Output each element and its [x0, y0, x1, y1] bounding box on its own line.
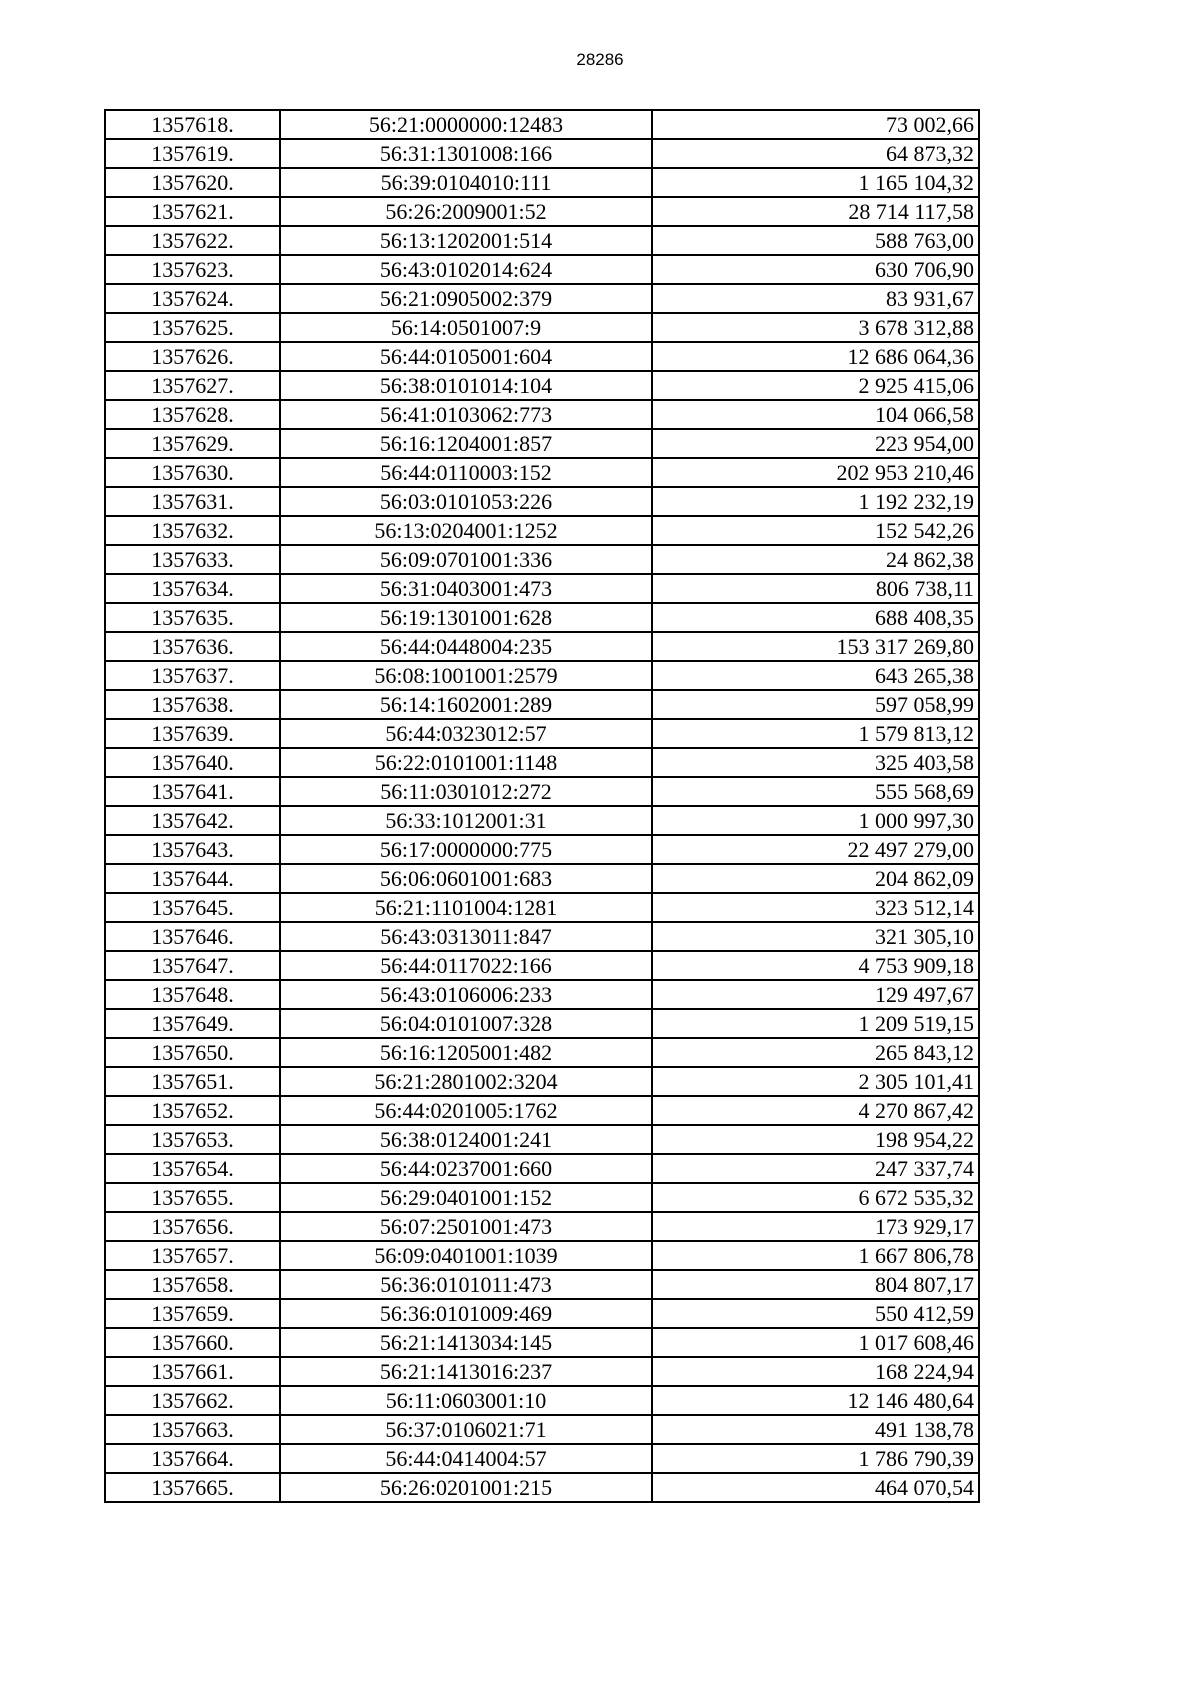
row-number-cell: 1357623.: [105, 255, 280, 284]
table-row: [105, 255, 979, 284]
cadastral-value-table: [104, 109, 980, 1503]
cadastral-value-cell: 1 579 813,12: [652, 719, 979, 748]
row-number-cell: 1357662.: [105, 1386, 280, 1415]
cadastral-number-cell: 56:43:0102014:624: [280, 255, 652, 284]
cadastral-number-cell: 56:17:0000000:775: [280, 835, 652, 864]
table-row: [105, 1212, 979, 1241]
table-body: [105, 110, 979, 1502]
page-number: 28286: [576, 50, 624, 69]
cadastral-value-cell: 173 929,17: [652, 1212, 979, 1241]
cadastral-value-cell: 104 066,58: [652, 400, 979, 429]
cadastral-number-cell: 56:21:1413016:237: [280, 1357, 652, 1386]
row-number-cell: 1357659.: [105, 1299, 280, 1328]
cadastral-value-cell: 1 165 104,32: [652, 168, 979, 197]
table-row: [105, 806, 979, 835]
cadastral-value-cell: 588 763,00: [652, 226, 979, 255]
row-number-cell: 1357650.: [105, 1038, 280, 1067]
cadastral-number-cell: 56:43:0313011:847: [280, 922, 652, 951]
table-row: [105, 110, 979, 139]
cadastral-number-cell: 56:44:0110003:152: [280, 458, 652, 487]
table-row: [105, 516, 979, 545]
cadastral-value-cell: 265 843,12: [652, 1038, 979, 1067]
cadastral-number-cell: 56:21:1101004:1281: [280, 893, 652, 922]
cadastral-number-cell: 56:36:0101011:473: [280, 1270, 652, 1299]
row-number-cell: 1357632.: [105, 516, 280, 545]
cadastral-value-cell: 2 305 101,41: [652, 1067, 979, 1096]
table-row: [105, 951, 979, 980]
cadastral-number-cell: 56:31:0403001:473: [280, 574, 652, 603]
table-row: [105, 429, 979, 458]
cadastral-value-cell: 1 017 608,46: [652, 1328, 979, 1357]
cadastral-value-cell: 24 862,38: [652, 545, 979, 574]
row-number-cell: 1357641.: [105, 777, 280, 806]
table-row: [105, 574, 979, 603]
cadastral-value-cell: 688 408,35: [652, 603, 979, 632]
table-row: [105, 1299, 979, 1328]
row-number-cell: 1357648.: [105, 980, 280, 1009]
cadastral-value-cell: 555 568,69: [652, 777, 979, 806]
cadastral-number-cell: 56:14:1602001:289: [280, 690, 652, 719]
table-row: [105, 690, 979, 719]
cadastral-value-cell: 491 138,78: [652, 1415, 979, 1444]
cadastral-value-cell: 630 706,90: [652, 255, 979, 284]
table-row: [105, 284, 979, 313]
cadastral-number-cell: 56:36:0101009:469: [280, 1299, 652, 1328]
cadastral-number-cell: 56:04:0101007:328: [280, 1009, 652, 1038]
cadastral-number-cell: 56:11:0603001:10: [280, 1386, 652, 1415]
cadastral-number-cell: 56:33:1012001:31: [280, 806, 652, 835]
cadastral-number-cell: 56:11:0301012:272: [280, 777, 652, 806]
table-row: [105, 458, 979, 487]
cadastral-number-cell: 56:37:0106021:71: [280, 1415, 652, 1444]
table-row: [105, 1183, 979, 1212]
row-number-cell: 1357651.: [105, 1067, 280, 1096]
table-row: [105, 835, 979, 864]
row-number-cell: 1357658.: [105, 1270, 280, 1299]
cadastral-number-cell: 56:06:0601001:683: [280, 864, 652, 893]
cadastral-number-cell: 56:44:0105001:604: [280, 342, 652, 371]
table-row: [105, 197, 979, 226]
cadastral-number-cell: 56:07:2501001:473: [280, 1212, 652, 1241]
table-row: [105, 1241, 979, 1270]
row-number-cell: 1357660.: [105, 1328, 280, 1357]
cadastral-value-cell: 1 667 806,78: [652, 1241, 979, 1270]
row-number-cell: 1357663.: [105, 1415, 280, 1444]
cadastral-value-cell: 12 146 480,64: [652, 1386, 979, 1415]
table-row: [105, 1067, 979, 1096]
cadastral-value-cell: 198 954,22: [652, 1125, 979, 1154]
cadastral-number-cell: 56:13:1202001:514: [280, 226, 652, 255]
cadastral-number-cell: 56:26:0201001:215: [280, 1473, 652, 1502]
row-number-cell: 1357626.: [105, 342, 280, 371]
row-number-cell: 1357636.: [105, 632, 280, 661]
table-row: [105, 1328, 979, 1357]
cadastral-value-cell: 73 002,66: [652, 110, 979, 139]
table-row: [105, 748, 979, 777]
cadastral-value-cell: 323 512,14: [652, 893, 979, 922]
cadastral-value-cell: 28 714 117,58: [652, 197, 979, 226]
row-number-cell: 1357629.: [105, 429, 280, 458]
table-row: [105, 226, 979, 255]
cadastral-value-cell: 325 403,58: [652, 748, 979, 777]
row-number-cell: 1357645.: [105, 893, 280, 922]
cadastral-number-cell: 56:44:0448004:235: [280, 632, 652, 661]
cadastral-number-cell: 56:43:0106006:233: [280, 980, 652, 1009]
table-row: [105, 1009, 979, 1038]
cadastral-value-cell: 168 224,94: [652, 1357, 979, 1386]
cadastral-value-cell: 464 070,54: [652, 1473, 979, 1502]
cadastral-value-cell: 247 337,74: [652, 1154, 979, 1183]
cadastral-number-cell: 56:39:0104010:111: [280, 168, 652, 197]
row-number-cell: 1357642.: [105, 806, 280, 835]
row-number-cell: 1357634.: [105, 574, 280, 603]
cadastral-number-cell: 56:21:0905002:379: [280, 284, 652, 313]
cadastral-value-cell: 1 786 790,39: [652, 1444, 979, 1473]
row-number-cell: 1357633.: [105, 545, 280, 574]
row-number-cell: 1357630.: [105, 458, 280, 487]
cadastral-value-cell: 2 925 415,06: [652, 371, 979, 400]
cadastral-number-cell: 56:44:0323012:57: [280, 719, 652, 748]
cadastral-number-cell: 56:09:0401001:1039: [280, 1241, 652, 1270]
table-row: [105, 922, 979, 951]
row-number-cell: 1357640.: [105, 748, 280, 777]
row-number-cell: 1357661.: [105, 1357, 280, 1386]
row-number-cell: 1357631.: [105, 487, 280, 516]
cadastral-value-cell: 202 953 210,46: [652, 458, 979, 487]
table-row: [105, 661, 979, 690]
table-row: [105, 1444, 979, 1473]
row-number-cell: 1357620.: [105, 168, 280, 197]
table-row: [105, 400, 979, 429]
cadastral-value-cell: 1 192 232,19: [652, 487, 979, 516]
table-row: [105, 1096, 979, 1125]
row-number-cell: 1357644.: [105, 864, 280, 893]
row-number-cell: 1357665.: [105, 1473, 280, 1502]
cadastral-value-cell: 804 807,17: [652, 1270, 979, 1299]
cadastral-value-cell: 1 209 519,15: [652, 1009, 979, 1038]
row-number-cell: 1357622.: [105, 226, 280, 255]
cadastral-number-cell: 56:16:1204001:857: [280, 429, 652, 458]
cadastral-number-cell: 56:38:0124001:241: [280, 1125, 652, 1154]
table-row: [105, 313, 979, 342]
row-number-cell: 1357628.: [105, 400, 280, 429]
cadastral-number-cell: 56:21:2801002:3204: [280, 1067, 652, 1096]
cadastral-number-cell: 56:19:1301001:628: [280, 603, 652, 632]
cadastral-value-cell: 223 954,00: [652, 429, 979, 458]
cadastral-number-cell: 56:08:1001001:2579: [280, 661, 652, 690]
cadastral-value-cell: 22 497 279,00: [652, 835, 979, 864]
cadastral-value-cell: 550 412,59: [652, 1299, 979, 1328]
cadastral-value-cell: 12 686 064,36: [652, 342, 979, 371]
table-row: [105, 864, 979, 893]
row-number-cell: 1357635.: [105, 603, 280, 632]
table-row: [105, 1473, 979, 1502]
row-number-cell: 1357624.: [105, 284, 280, 313]
row-number-cell: 1357647.: [105, 951, 280, 980]
row-number-cell: 1357649.: [105, 1009, 280, 1038]
table-row: [105, 342, 979, 371]
cadastral-number-cell: 56:03:0101053:226: [280, 487, 652, 516]
cadastral-value-cell: 204 862,09: [652, 864, 979, 893]
row-number-cell: 1357637.: [105, 661, 280, 690]
row-number-cell: 1357627.: [105, 371, 280, 400]
row-number-cell: 1357654.: [105, 1154, 280, 1183]
cadastral-value-cell: 1 000 997,30: [652, 806, 979, 835]
table-row: [105, 632, 979, 661]
table-row: [105, 893, 979, 922]
cadastral-value-cell: 153 317 269,80: [652, 632, 979, 661]
cadastral-value-cell: 806 738,11: [652, 574, 979, 603]
cadastral-number-cell: 56:44:0117022:166: [280, 951, 652, 980]
cadastral-value-cell: 321 305,10: [652, 922, 979, 951]
table-row: [105, 719, 979, 748]
cadastral-value-cell: 643 265,38: [652, 661, 979, 690]
cadastral-number-cell: 56:16:1205001:482: [280, 1038, 652, 1067]
cadastral-value-cell: 3 678 312,88: [652, 313, 979, 342]
cadastral-number-cell: 56:38:0101014:104: [280, 371, 652, 400]
table-row: [105, 371, 979, 400]
row-number-cell: 1357625.: [105, 313, 280, 342]
row-number-cell: 1357643.: [105, 835, 280, 864]
cadastral-number-cell: 56:21:0000000:12483: [280, 110, 652, 139]
row-number-cell: 1357652.: [105, 1096, 280, 1125]
cadastral-value-cell: 152 542,26: [652, 516, 979, 545]
table-row: [105, 1154, 979, 1183]
row-number-cell: 1357646.: [105, 922, 280, 951]
table-row: [105, 980, 979, 1009]
row-number-cell: 1357639.: [105, 719, 280, 748]
table-row: [105, 545, 979, 574]
cadastral-number-cell: 56:29:0401001:152: [280, 1183, 652, 1212]
cadastral-number-cell: 56:22:0101001:1148: [280, 748, 652, 777]
cadastral-number-cell: 56:41:0103062:773: [280, 400, 652, 429]
row-number-cell: 1357653.: [105, 1125, 280, 1154]
row-number-cell: 1357656.: [105, 1212, 280, 1241]
row-number-cell: 1357619.: [105, 139, 280, 168]
cadastral-value-cell: 597 058,99: [652, 690, 979, 719]
row-number-cell: 1357618.: [105, 110, 280, 139]
row-number-cell: 1357655.: [105, 1183, 280, 1212]
table-row: [105, 1270, 979, 1299]
row-number-cell: 1357657.: [105, 1241, 280, 1270]
table-row: [105, 1415, 979, 1444]
cadastral-number-cell: 56:31:1301008:166: [280, 139, 652, 168]
table-row: [105, 139, 979, 168]
cadastral-number-cell: 56:44:0237001:660: [280, 1154, 652, 1183]
cadastral-value-cell: 4 753 909,18: [652, 951, 979, 980]
cadastral-number-cell: 56:09:0701001:336: [280, 545, 652, 574]
table-row: [105, 1038, 979, 1067]
cadastral-number-cell: 56:21:1413034:145: [280, 1328, 652, 1357]
cadastral-value-cell: 6 672 535,32: [652, 1183, 979, 1212]
row-number-cell: 1357638.: [105, 690, 280, 719]
row-number-cell: 1357664.: [105, 1444, 280, 1473]
cadastral-number-cell: 56:26:2009001:52: [280, 197, 652, 226]
cadastral-value-cell: 83 931,67: [652, 284, 979, 313]
cadastral-value-cell: 64 873,32: [652, 139, 979, 168]
cadastral-number-cell: 56:13:0204001:1252: [280, 516, 652, 545]
table-row: [105, 603, 979, 632]
table-row: [105, 777, 979, 806]
table-row: [105, 1125, 979, 1154]
table-row: [105, 1357, 979, 1386]
cadastral-value-cell: 129 497,67: [652, 980, 979, 1009]
row-number-cell: 1357621.: [105, 197, 280, 226]
table-row: [105, 487, 979, 516]
table-row: [105, 1386, 979, 1415]
cadastral-value-cell: 4 270 867,42: [652, 1096, 979, 1125]
cadastral-number-cell: 56:44:0201005:1762: [280, 1096, 652, 1125]
cadastral-number-cell: 56:14:0501007:9: [280, 313, 652, 342]
cadastral-number-cell: 56:44:0414004:57: [280, 1444, 652, 1473]
table-row: [105, 168, 979, 197]
